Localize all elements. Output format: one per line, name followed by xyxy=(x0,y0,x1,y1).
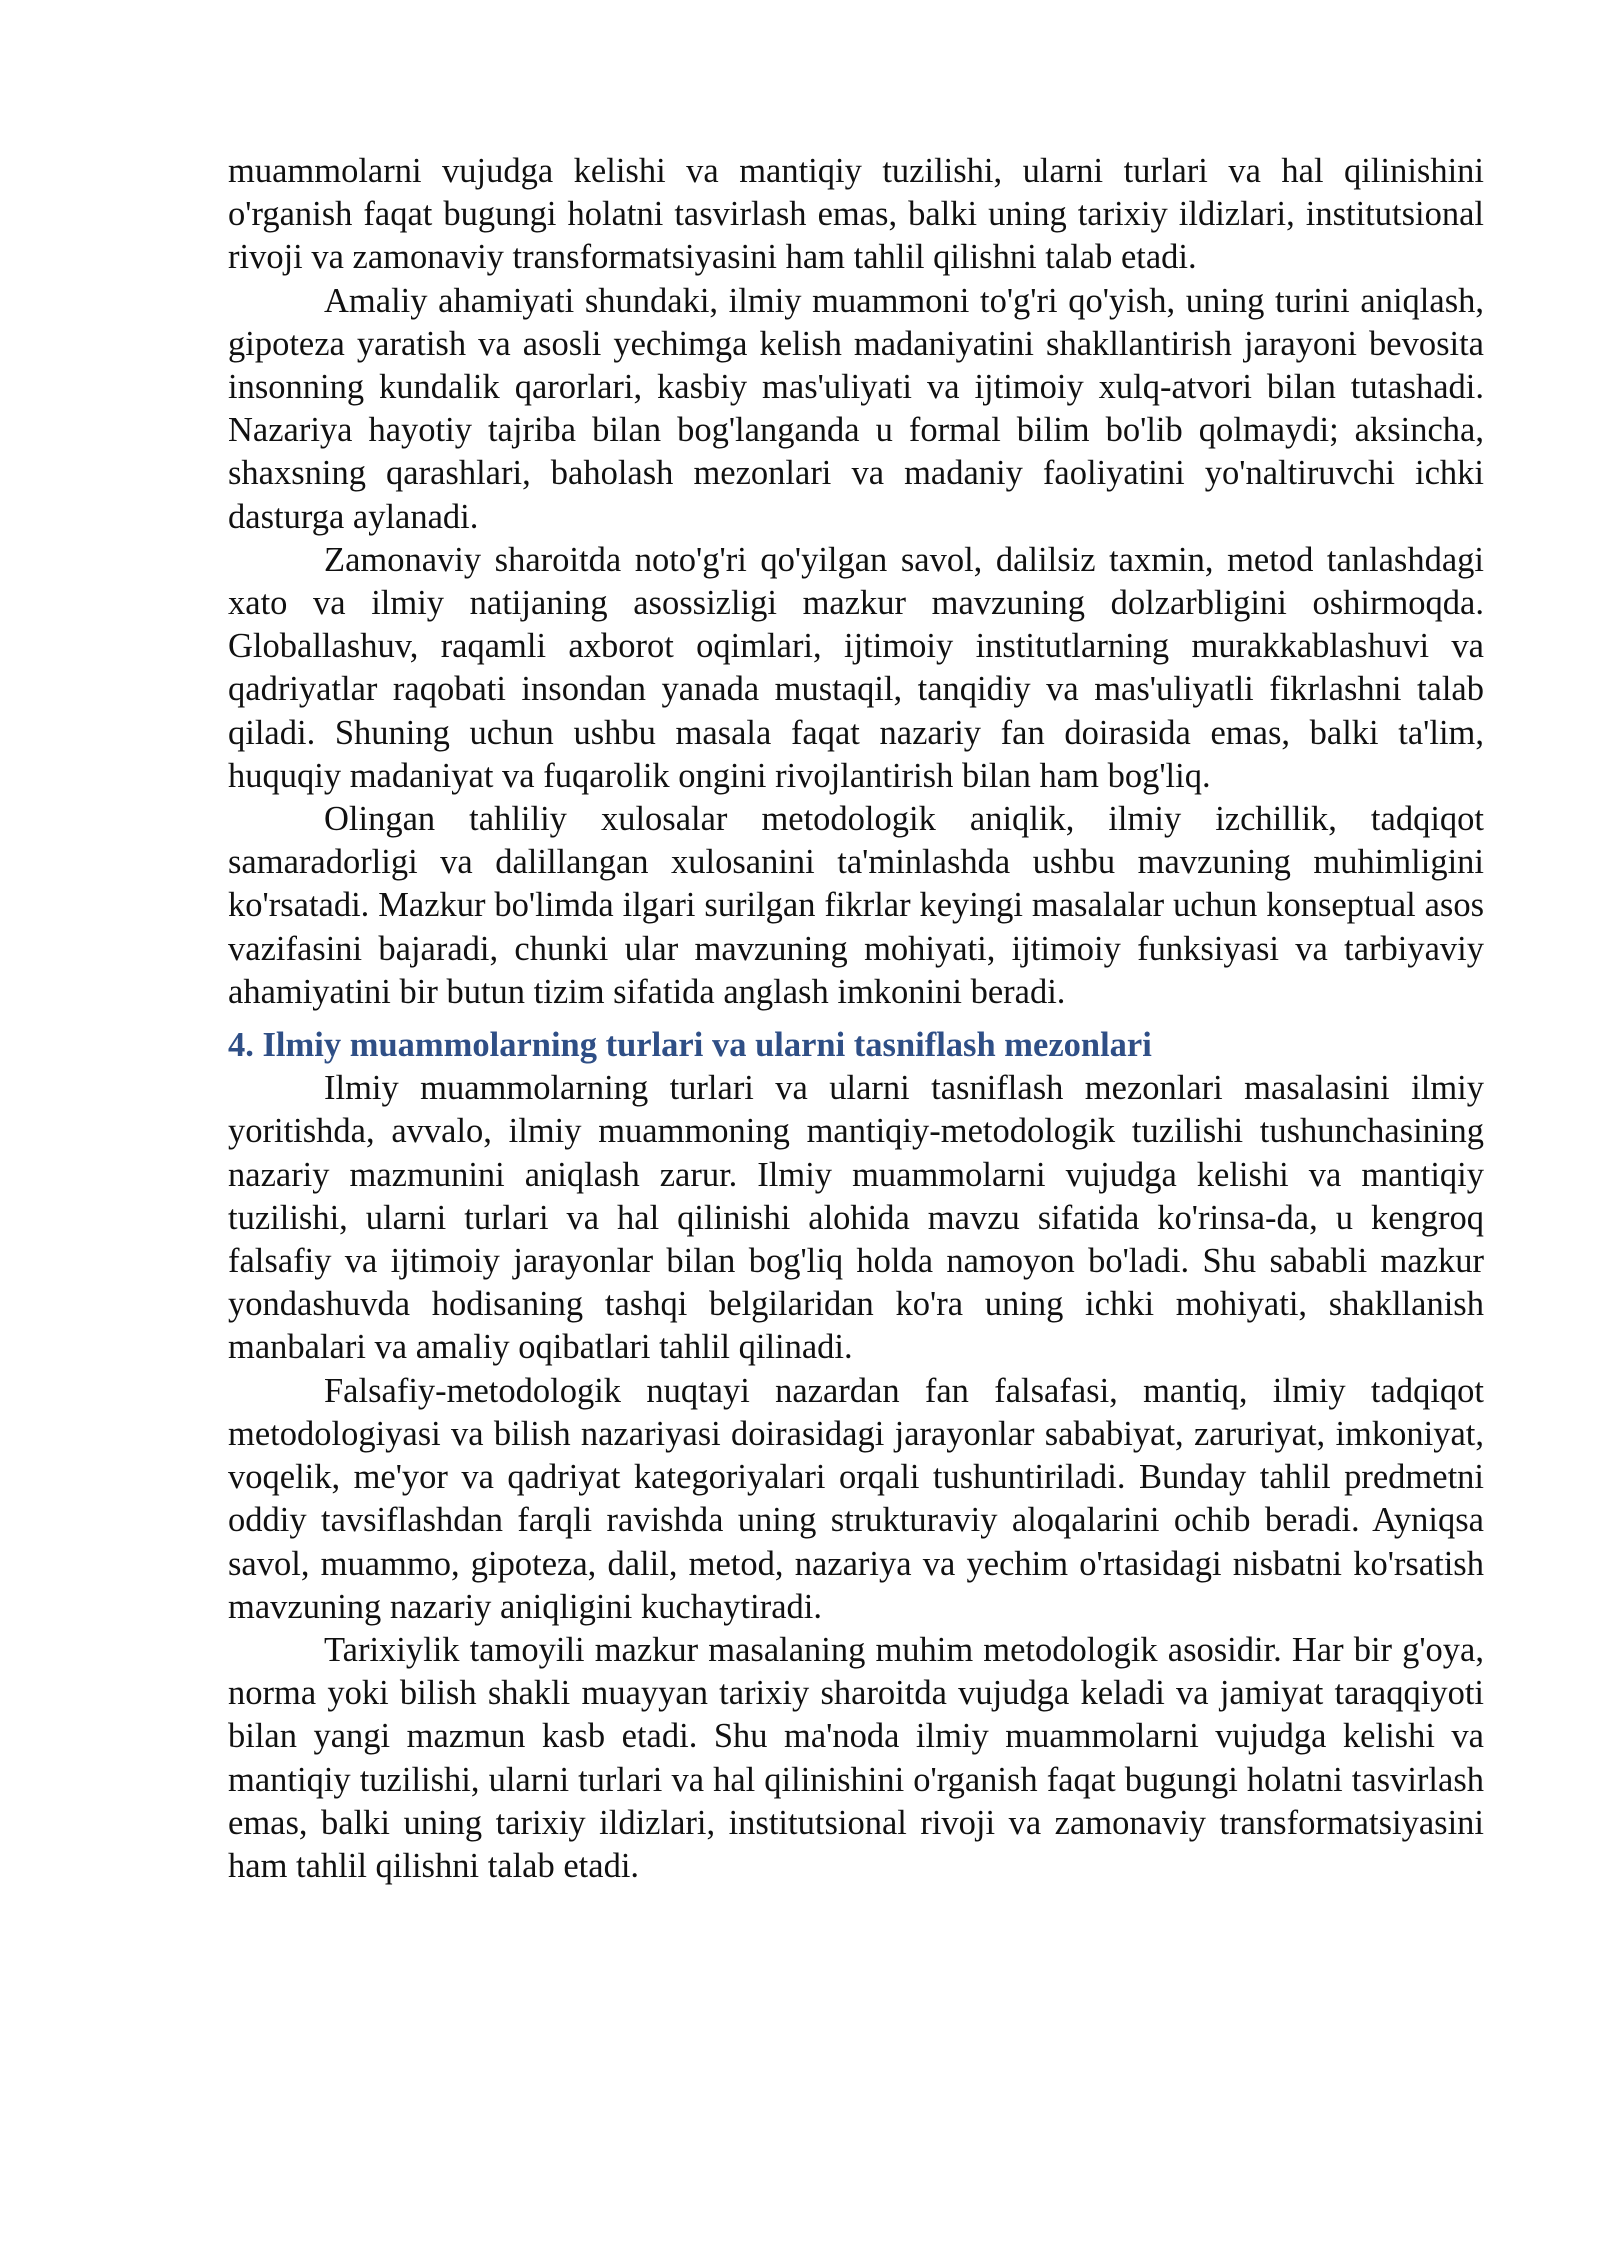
document-page xyxy=(228,150,1484,1888)
paragraph-continuation: muammolarni vujudga kelishi va mantiqiy tuzilishi, ularni turlari va hal qilinishini o'rganish faqat bugungi holatni tasvirlash emas, balki uning tarixiy ildizlari, institutsional rivoji va zamonaviy transformatsiyasini ham tahlil qilishni talab etadi. xyxy=(228,152,1484,277)
paragraph-practical-significance: Amaliy ahamiyati shundaki, ilmiy muammoni to'g'ri qo'yish, uning turini aniqlash, gipoteza yaratish va asosli yechimga kelish madaniyatini shakllantirish jarayoni bevosita insonning kundalik qarorlari, kasbiy mas'uliyati va ijtimoiy xulq-atvori bilan tutashadi. Nazariya hayotiy tajriba bilan bog'langanda u formal bilim bo'lib qolmaydi; aksincha, shaxsning qarashlari, baholash mezonlari va madaniy faoliyatini yo'naltiruvchi ichki dasturga aylanadi. xyxy=(228,281,1484,536)
paragraph-analytical-conclusions: Olingan tahliliy xulosalar metodologik aniqlik, ilmiy izchillik, tadqiqot samaradorligi va dalillangan xulosanini ta'minlashda ushbu mavzuning muhimligini ko'rsatadi. Mazkur bo'limda ilgari surilgan fikrlar keyingi masalalar uchun konseptual asos vazifasini bajaradi, chunki ular mavzuning mohiyati, ijtimoiy funksiyasi va tarbiyaviy ahamiyatini bir butun tizim sifatida anglash imkonini beradi. xyxy=(228,800,1484,1011)
paragraph-types-of-problems: Ilmiy muammolarning turlari va ularni tasniflash mezonlari masalasini ilmiy yoritishda, avvalo, ilmiy muammoning mantiqiy-metodologik tuzilishi tushunchasining nazariy mazmunini aniqlash zarur. Ilmiy muammolarni vujudga kelishi va mantiqiy tuzilishi, ularni turlari va hal qilinishi alohida mavzu sifatida ko'rinsa-da, u kengroq falsafiy va ijtimoiy jarayonlar bilan bog'liq holda namoyon bo'ladi. Shu sababli mazkur yondashuvda hodisaning tashqi belgilaridan ko'ra uning ichki mohiyati, shakllanish manbalari va amaliy oqibatlari tahlil qilinadi. xyxy=(228,1069,1484,1367)
section-heading: 4. Ilmiy muammolarning turlari va ularni tasniflash mezonlari xyxy=(228,1026,1152,1065)
paragraph-philosophical-methodological: Falsafiy-metodologik nuqtayi nazardan fan falsafasi, mantiq, ilmiy tadqiqot metodologiyasi va bilish nazariyasi doirasidagi jarayonlar sababiyat, zaruriyat, imkoniyat, voqelik, me'yor va qadriyat kategoriyalari orqali tushuntiriladi. Bunday tahlil predmetni oddiy tavsiflashdan farqli ravishda uning strukturaviy aloqalarini ochib beradi. Ayniqsa savol, muammo, gipoteza, dalil, metod, nazariya va yechim o'rtasidagi nisbatni ko'rsatish mavzuning nazariy aniqligini kuchaytiradi. xyxy=(228,1371,1484,1626)
paragraph-modern-conditions: Zamonaviy sharoitda noto'g'ri qo'yilgan savol, dalilsiz taxmin, metod tanlashdagi xato va ilmiy natijaning asossizligi mazkur mavzuning dolzarbligini oshirmoqda. Globallashuv, raqamli axborot oqimlari, ijtimoiy institutlarning murakkablashuvi va qadriyatlar raqobati insondan yanada mustaqil, tanqidiy va mas'uliyatli fikrlashni talab qiladi. Shuning uchun ushbu masala faqat nazariy fan doirasida emas, balki ta'lim, huquqiy madaniyat va fuqarolik ongini rivojlantirish bilan ham bog'liq. xyxy=(228,540,1484,795)
paragraph-historicism-principle: Tarixiylik tamoyili mazkur masalaning muhim metodologik asosidir. Har bir g'oya, norma yoki bilish shakli muayyan tarixiy sharoitda vujudga keladi va jamiyat taraqqiyoti bilan yangi mazmun kasb etadi. Shu ma'noda ilmiy muammolarni vujudga kelishi va mantiqiy tuzilishi, ularni turlari va hal qilinishini o'rganish faqat bugungi holatni tasvirlash emas, balki uning tarixiy ildizlari, institutsional rivoji va zamonaviy transformatsiyasini ham tahlil qilishni talab etadi. xyxy=(228,1630,1484,1885)
